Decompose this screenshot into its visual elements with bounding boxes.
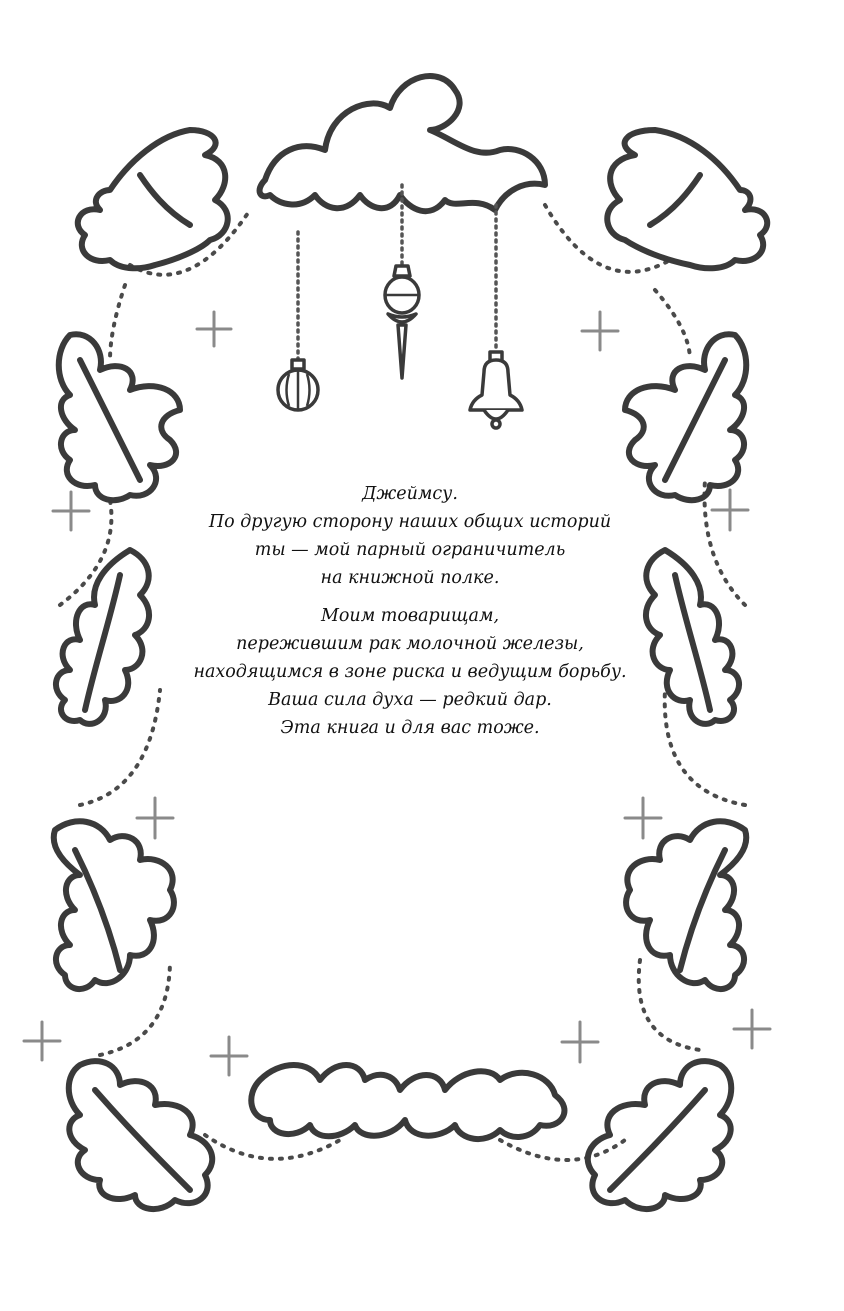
sparkle-icon [24,1022,60,1060]
dedication-line: находящимся в зоне риска и ведущим борьбу. [193,662,627,682]
ball-ornament-icon [278,360,318,410]
fir-branch-left-lower [54,821,174,989]
finial-ornament-icon [385,266,419,378]
dedication-line: Ваша сила духа — редкий дар. [268,690,552,710]
sparkle-icon [53,492,89,530]
sparkle-icon [734,1010,770,1048]
fir-branch-right-lower [626,821,746,989]
fir-branch-top-left [78,130,228,268]
sparkle-icon [137,798,173,838]
bell-ornament-icon [470,352,522,428]
hanging-ornaments [278,185,522,428]
dedication-line: По другую сторону наших общих историй [208,512,612,532]
fir-branch-bottom-right [588,1061,731,1209]
fir-branch-left-upper [59,334,180,500]
sparkle-icon [625,798,661,838]
fir-branch-left-middle [56,550,149,724]
fir-branch-right-upper [625,334,746,500]
dedication-paragraph-2 [150,602,670,742]
dedication-line: Эта книга и для вас тоже. [280,718,540,738]
fir-branch-bottom-left [69,1061,212,1209]
fir-branch-bottom-center [251,1065,564,1139]
dedication-paragraph-1 [150,480,670,592]
dedication-line: Джеймсу. [362,484,458,504]
sparkle-icon [712,490,748,530]
dedication-text [150,480,670,752]
fir-branch-top-right [607,130,767,268]
sparkle-icon [562,1022,598,1062]
dedication-line: ты — мой парный ограничитель [254,540,566,560]
sparkle-icon [211,1037,247,1075]
dedication-line: пережившим рак молочной железы, [236,634,584,654]
dedication-line: на книжной полке. [320,568,500,588]
sparkle-icon [582,312,618,350]
dedication-line: Моим товарищам, [320,606,500,626]
sparkle-icon [197,312,231,346]
